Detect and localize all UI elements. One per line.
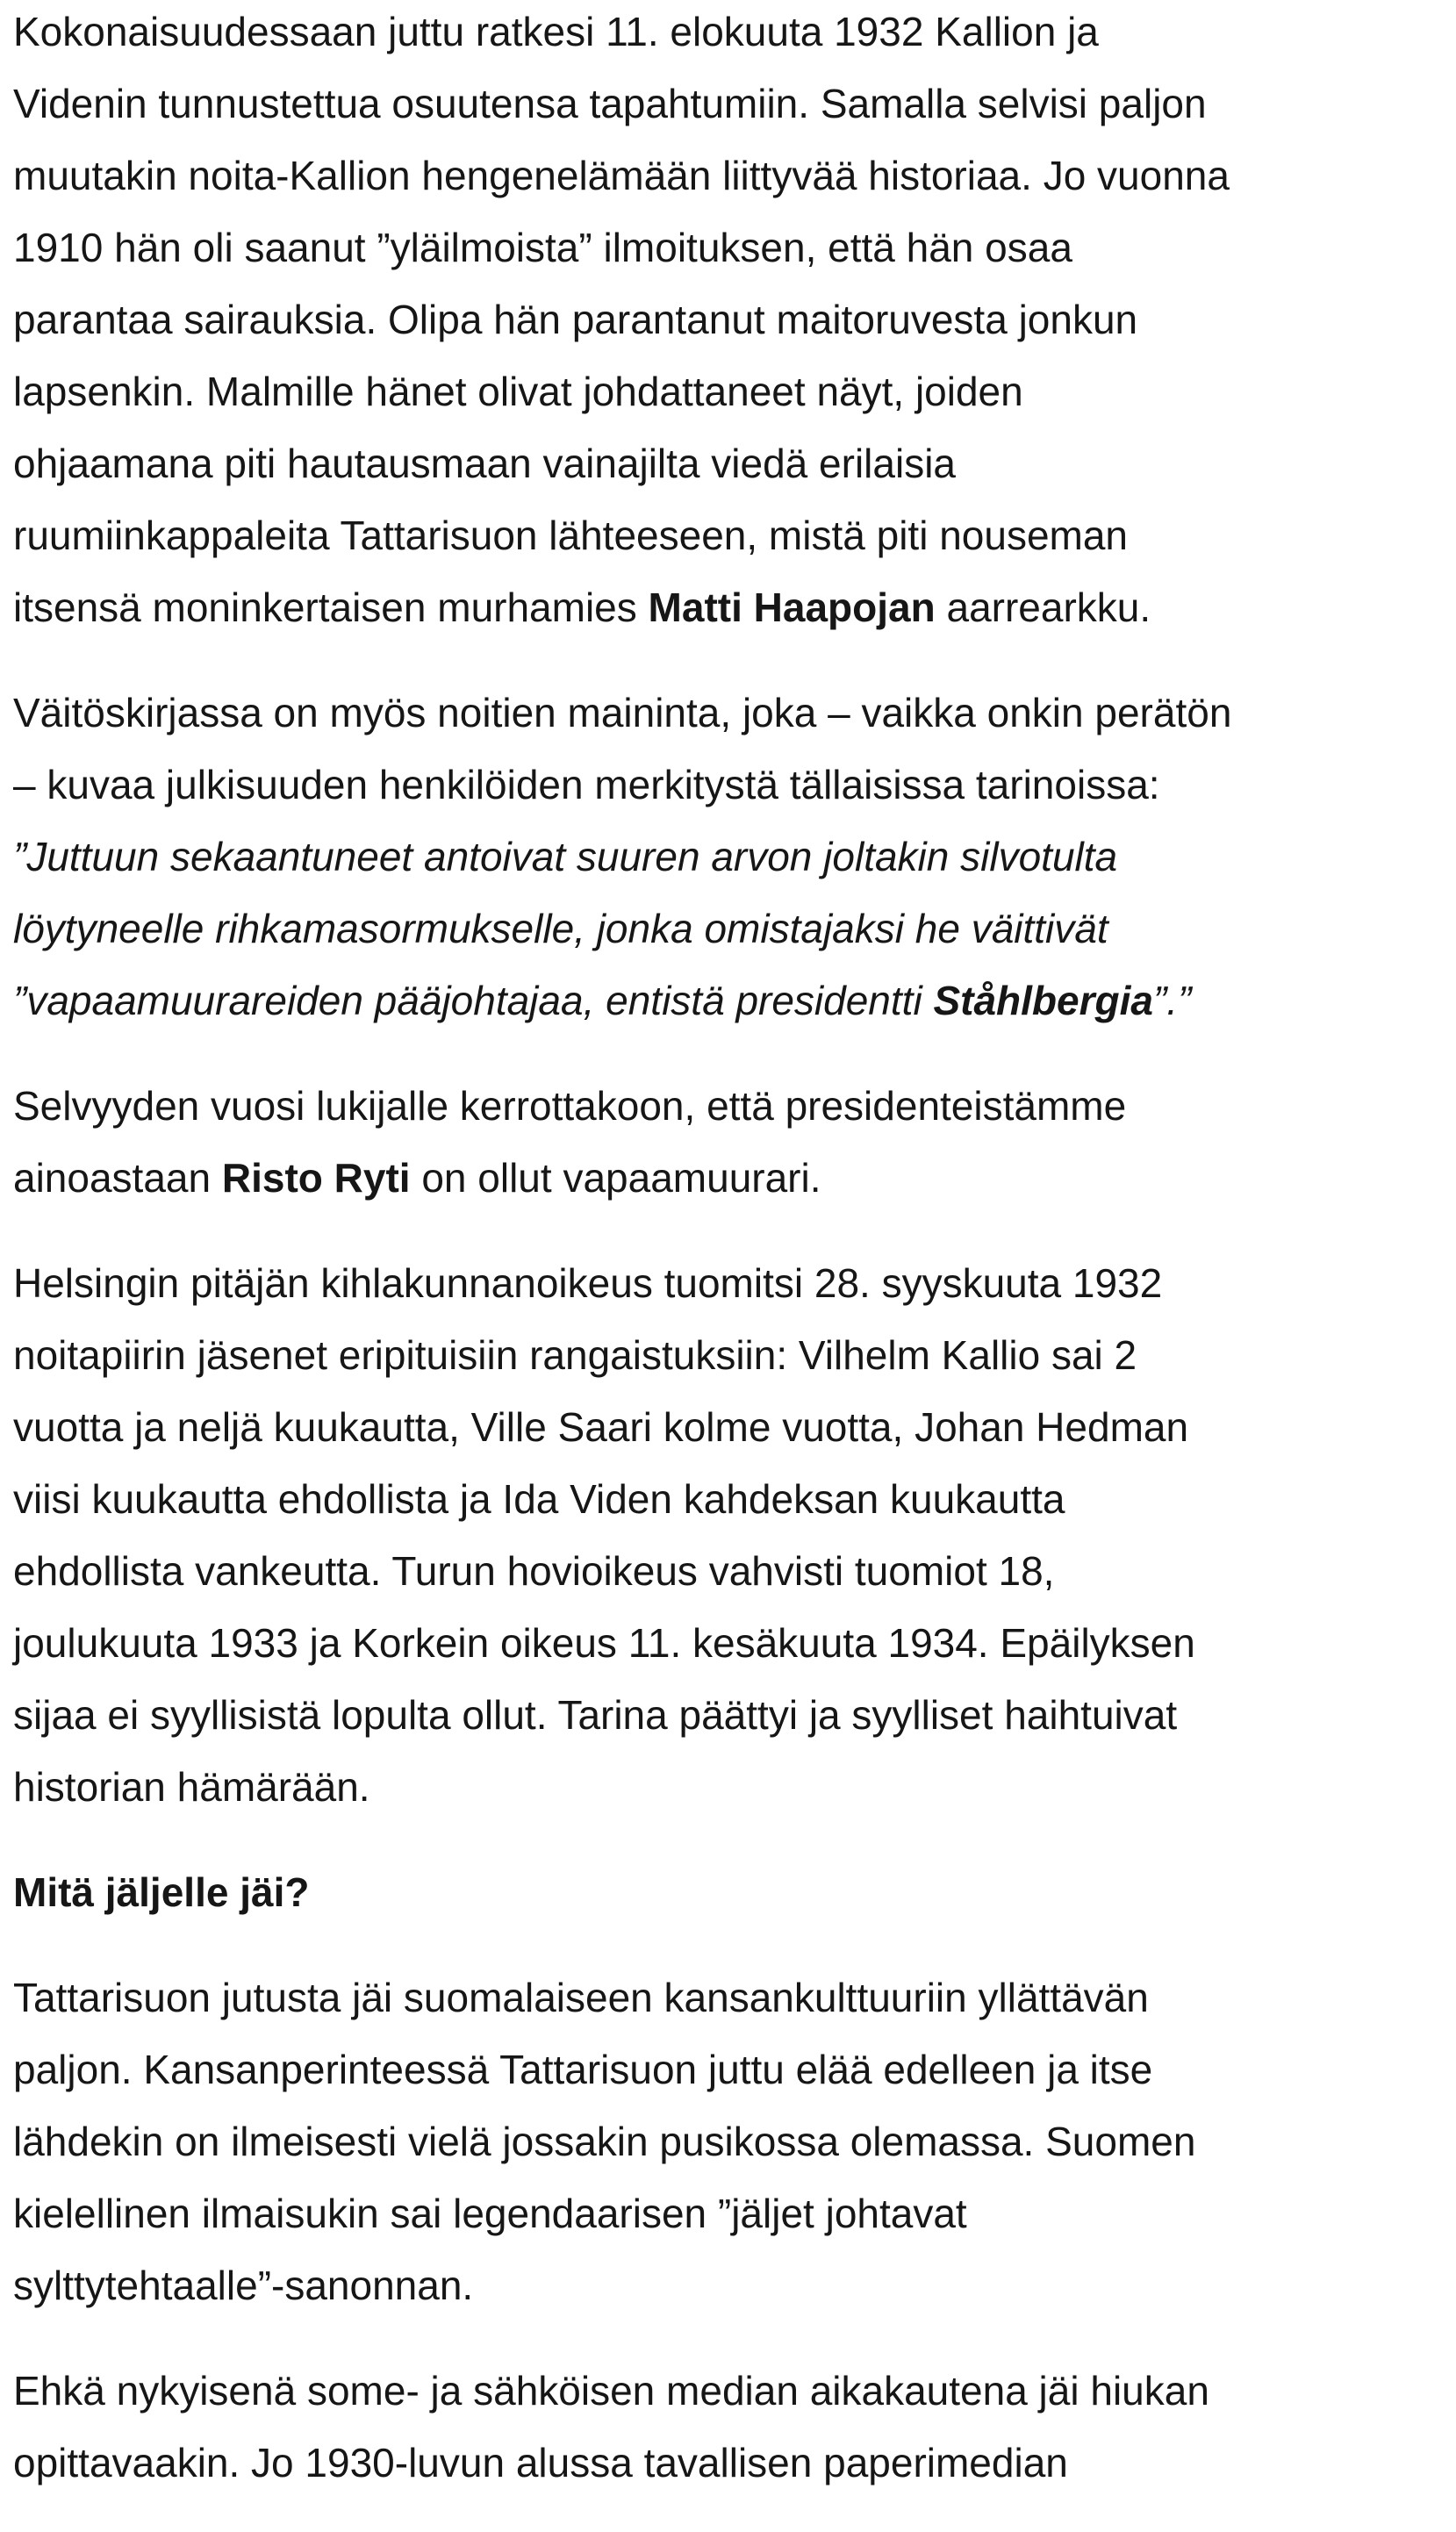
text-line: paljon. Kansanperinteessä Tattarisuon juttu elää edelleen ja itse (13, 2047, 1153, 2092)
text-segment: aarrearkku. (935, 585, 1151, 630)
text-line: kielellinen ilmaisukin sai legendaarisen ”jäljet johtavat (13, 2191, 967, 2236)
paragraph-media (13, 2355, 1448, 2499)
text-line: Selvyyden vuosi lukijalle kerrottakoon, että presidenteistämme (13, 1083, 1127, 1129)
text-line: viisi kuukautta ehdollista ja Ida Viden kahdeksan kuukautta (13, 1476, 1065, 1522)
section-heading: Mitä jäljelle jäi? (13, 1869, 310, 1915)
quote-line: ”Juttuun sekaantuneet antoivat suuren arvon joltakin silvotulta (13, 834, 1118, 879)
paragraph-verdict (13, 0, 1448, 643)
text-segment: itsensä moninkertaisen murhamies (13, 585, 649, 630)
paragraph-sentences (13, 1247, 1448, 1823)
text-segment: ”vapaamuurareiden pääjohtajaa, entistä presidentti (13, 978, 934, 1023)
quote-line: löytyneelle rihkamasormukselle, jonka omistajaksi he väittivät (13, 906, 1108, 951)
text-segment: ”.” (1152, 978, 1192, 1023)
text-line (13, 1142, 1448, 1214)
text-line: Tattarisuon jutusta jäi suomalaiseen kansankulttuuriin yllättävän (13, 1975, 1149, 2020)
text-line: Videnin tunnustettua osuutensa tapahtumiin. Samalla selvisi paljon (13, 81, 1207, 126)
text-segment: ainoastaan (13, 1155, 222, 1201)
text-line (13, 571, 1448, 643)
text-line: muutakin noita-Kallion hengenelämään liittyvää historiaa. Jo vuonna (13, 153, 1230, 198)
quote-line (13, 965, 1448, 1036)
text-segment: on ollut vapaamuurari. (410, 1155, 821, 1201)
paragraph-dissertation (13, 677, 1448, 1036)
text-line: sylttytehtaalle”-sanonnan. (13, 2263, 474, 2308)
text-line: vuotta ja neljä kuukautta, Ville Saari kolme vuotta, Johan Hedman (13, 1404, 1189, 1450)
text-line: Helsingin pitäjän kihlakunnanoikeus tuomitsi 28. syyskuuta 1932 (13, 1260, 1163, 1306)
paragraph-freemason (13, 1070, 1448, 1214)
text-line: Ehkä nykyisenä some- ja sähköisen median aikakautena jäi hiukan (13, 2368, 1209, 2414)
text-line: opittavaakin. Jo 1930-luvun alussa tavallisen paperimedian (13, 2440, 1068, 2485)
bold-name: Risto Ryti (221, 1155, 411, 1201)
text-line: ohjaamana piti hautausmaan vainajilta viedä erilaisia (13, 441, 956, 486)
document-page (13, 0, 1448, 2532)
bold-name: Matti Haapojan (648, 585, 936, 630)
text-line: ruumiinkappaleita Tattarisuon lähteeseen, mistä piti nouseman (13, 513, 1129, 558)
text-line: Kokonaisuudessaan juttu ratkesi 11. elokuuta 1932 Kallion ja (13, 9, 1099, 54)
text-line: Väitöskirjassa on myös noitien maininta, joka – vaikka onkin perätön (13, 690, 1232, 735)
text-line: lapsenkin. Malmille hänet olivat johdattaneet näyt, joiden (13, 369, 1023, 414)
text-line: historian hämärään. (13, 1764, 370, 1810)
text-line: joulukuuta 1933 ja Korkein oikeus 11. kesäkuuta 1934. Epäilyksen (13, 1620, 1195, 1666)
text-line: sijaa ei syyllisistä lopulta ollut. Tarina päättyi ja syylliset haihtuivat (13, 1692, 1178, 1738)
text-line: ehdollista vankeutta. Turun hovioikeus vahvisti tuomiot 18, (13, 1548, 1055, 1594)
text-line: lähdekin on ilmeisesti vielä jossakin pusikossa olemassa. Suomen (13, 2119, 1196, 2164)
text-line: parantaa sairauksia. Olipa hän parantanut maitoruvesta jonkun (13, 297, 1138, 342)
bold-name: Ståhlbergia (933, 978, 1153, 1023)
text-line: 1910 hän oli saanut ”yläilmoista” ilmoituksen, että hän osaa (13, 225, 1072, 270)
paragraph-legacy (13, 1962, 1448, 2321)
text-line: – kuvaa julkisuuden henkilöiden merkitystä tällaisissa tarinoissa: (13, 762, 1160, 807)
text-line: noitapiirin jäsenet eripituisiin rangaistuksiin: Vilhelm Kallio sai 2 (13, 1332, 1137, 1378)
